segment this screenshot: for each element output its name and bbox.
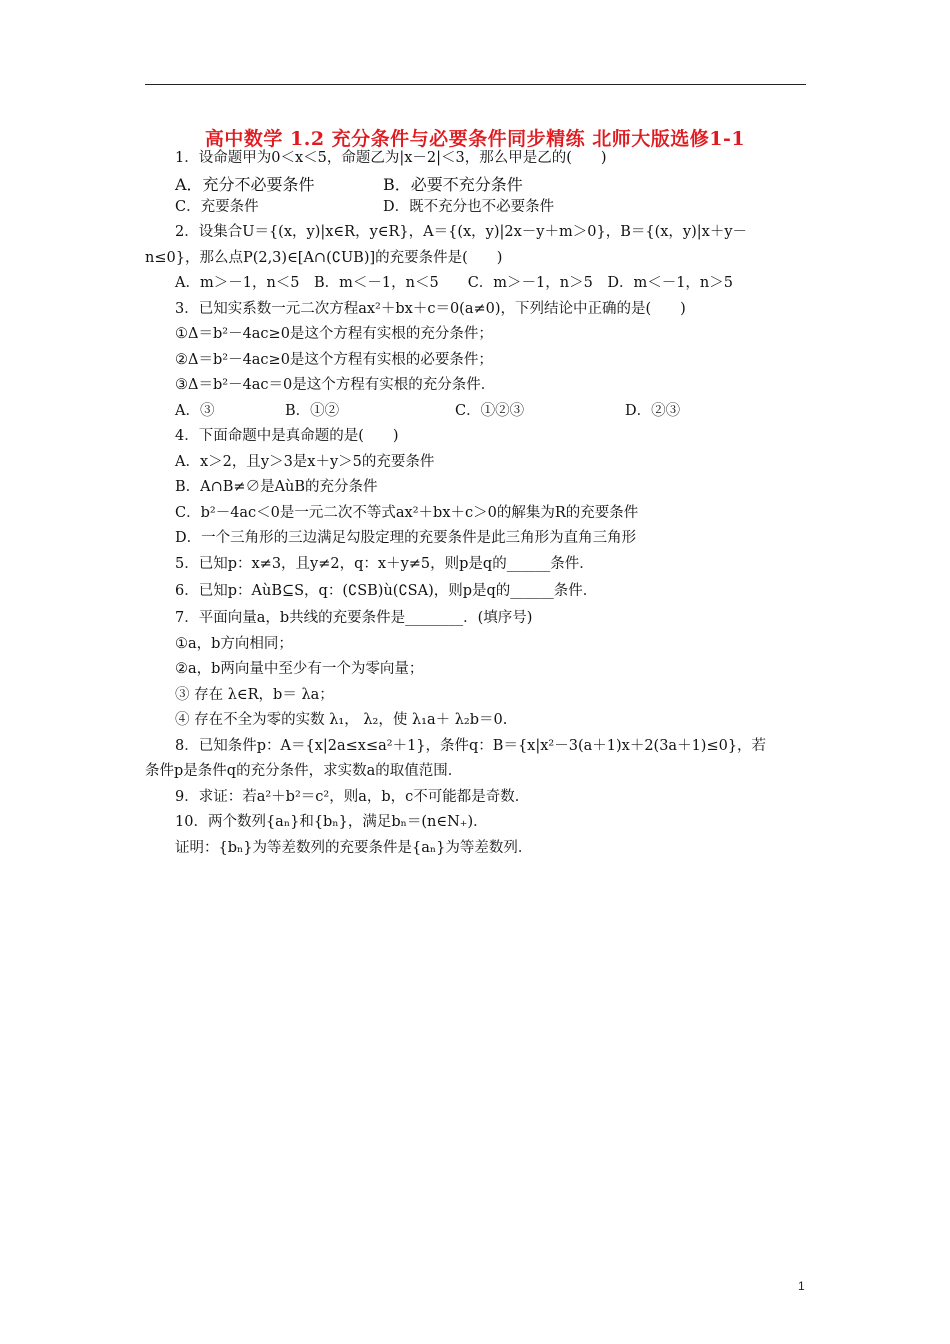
q3-statement-3: ③Δ＝b²－4ac＝0是这个方程有实根的充分条件． <box>175 377 496 393</box>
q7-choice-3: ③ 存在 λ∈R，b＝ λa； <box>175 686 334 703</box>
q7-stem: 7．平面向量a，b共线的充要条件是________．(填序号) <box>175 610 533 626</box>
q3-options <box>145 399 807 425</box>
q4-option-b: B．A∩B≠∅是AùB的充分条件 <box>175 479 378 495</box>
q3-option-a: A．③ <box>175 402 215 419</box>
q4-option-c: C．b²－4ac＜0是一元二次不等式ax²＋bx＋c＞0的解集为R的充要条件 <box>175 504 639 521</box>
q3-statement-2: ②Δ＝b²－4ac≥0是这个方程有实根的必要条件； <box>175 351 493 368</box>
q3-option-d: D．②③ <box>625 402 681 419</box>
q3-option-c: C．①②③ <box>455 402 525 419</box>
q7-choice-2: ②a，b两向量中至少有一个为零向量； <box>175 661 424 677</box>
page-title: 高中数学 1.2 充分条件与必要条件同步精练 北师大版选修1-1 <box>204 128 746 150</box>
q9-stem: 9．求证：若a²＋b²＝c²，则a，b，c不可能都是奇数． <box>175 788 530 805</box>
q4-option-d: D．一个三角形的三边满足勾股定理的充要条件是此三角形为直角三角形 <box>175 530 637 546</box>
q6-stem: 6．已知p：AùB⊆S，q：(∁SB)ù(∁SA)，则p是q的______条件． <box>175 583 598 599</box>
question-list <box>145 146 807 861</box>
q4-stem: 4．下面命题中是真命题的是( ) <box>175 428 399 444</box>
q8-line2: 条件p是条件q的充分条件，求实数a的取值范围． <box>145 763 463 779</box>
q5-stem: 5．已知p：x≠3，且y≠2，q：x＋y≠5，则p是q的______条件． <box>175 555 594 572</box>
q1-options-row1 <box>145 172 807 195</box>
q7-choice-4: ④ 存在不全为零的实数 λ₁， λ₂，使 λ₁a＋ λ₂b＝0. <box>175 712 508 728</box>
q2-options: A．m＞－1，n＜5 B．m＜－1，n＜5 C．m＞－1，n＞5 D．m＜－1，n＞5 <box>175 275 733 291</box>
q8-line1: 8．已知条件p：A＝{x|2a≤x≤a²＋1}，条件q：B＝{x|x²－3(a＋1)x＋2(3a＋1)≤0}，若 <box>175 737 767 754</box>
q1-stem: 1．设命题甲为0＜x＜5，命题乙为|x－2|＜3，那么甲是乙的( ) <box>175 150 607 166</box>
q1-options-row2 <box>145 195 807 221</box>
q3-option-b: B．①② <box>285 402 340 419</box>
q1-option-b: B．必要不充分条件 <box>383 174 523 194</box>
q1-option-c: C．充要条件 <box>175 198 259 215</box>
q1-option-a: A．充分不必要条件 <box>175 174 315 194</box>
q1-option-d: D．既不充分也不必要条件 <box>383 198 555 215</box>
page-number: 1 <box>798 1279 805 1293</box>
q2-stem-line2: n≤0}，那么点P(2,3)∈[A∩(∁UB)]的充要条件是( ) <box>145 249 503 266</box>
q10-line2: 证明：{bₙ}为等差数列的充要条件是{aₙ}为等差数列． <box>175 839 533 856</box>
q10-line1: 10．两个数列{aₙ}和{bₙ}，满足bₙ＝(n∈N₊)． <box>175 814 488 830</box>
header-rule <box>145 84 806 85</box>
q2-stem-line1: 2．设集合U＝{(x，y)|x∈R，y∈R}，A＝{(x，y)|2x－y＋m＞0}，B＝{(x，y)|x＋y－ <box>175 224 748 240</box>
q3-statement-1: ①Δ＝b²－4ac≥0是这个方程有实根的充分条件； <box>175 326 493 342</box>
q3-stem: 3．已知实系数一元二次方程ax²＋bx＋c＝0(a≠0)，下列结论中正确的是( ) <box>175 300 686 317</box>
q4-option-a: A．x＞2，且y＞3是x＋y＞5的充要条件 <box>175 453 435 470</box>
q7-choice-1: ①a，b方向相同； <box>175 635 293 652</box>
